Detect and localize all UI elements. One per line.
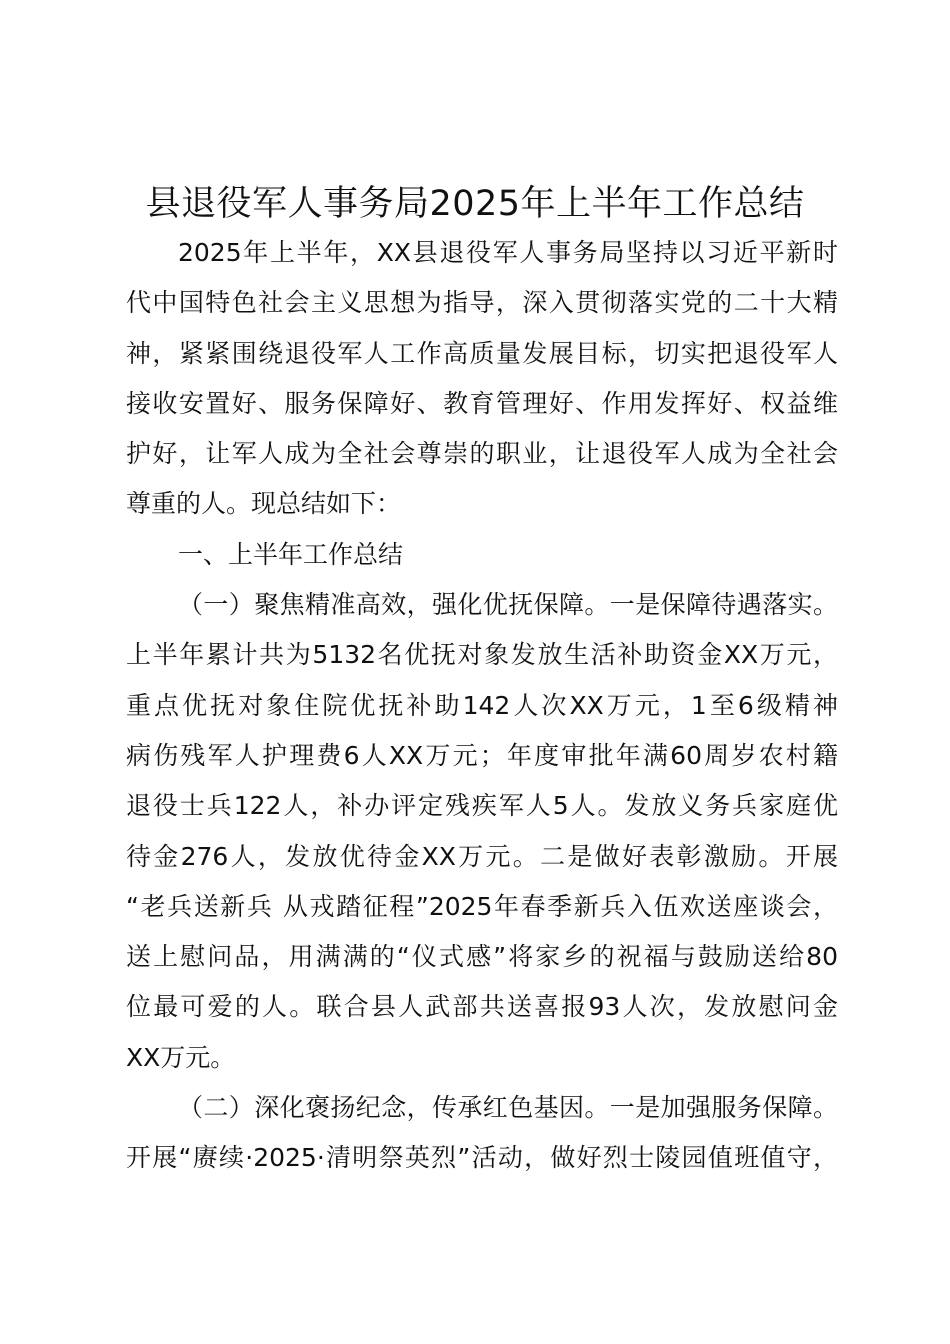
section-heading-1: 一、上半年工作总结 bbox=[178, 539, 404, 569]
paragraph-section1-line-4: 病伤残军人护理费6人XX万元；年度审批年满60周岁农村籍 bbox=[126, 740, 838, 770]
paragraph-section1-line-10: XX万元。 bbox=[126, 1042, 236, 1072]
paragraph-section1-line-8: 送上慰问品，用满满的“仪式感”将家乡的祝福与鼓励送给80 bbox=[126, 942, 838, 972]
document-title: 县退役军人事务局2025年上半年工作总结 bbox=[145, 184, 805, 224]
paragraph-section1-line-9: 位最可爱的人。联合县人武部共送喜报93人次，发放慰问金 bbox=[126, 992, 838, 1022]
paragraph-section1-line-2: 上半年累计共为5132名优抚对象发放生活补助资金XX万元， bbox=[126, 640, 838, 670]
paragraph-section1-line-7: “老兵送新兵 从戎踏征程”2025年春季新兵入伍欢送座谈会， bbox=[126, 891, 838, 921]
paragraph-section2-line-1: （二）深化褒扬纪念，传承红色基因。一是加强服务保障。 bbox=[178, 1093, 838, 1123]
paragraph-intro-line-5: 护好，让军人成为全社会尊崇的职业，让退役军人成为全社会 bbox=[126, 439, 838, 469]
paragraph-section1-line-3: 重点优抚对象住院优抚补助142人次XX万元，1至6级精神 bbox=[126, 690, 838, 720]
document-body bbox=[126, 228, 838, 1184]
paragraph-intro-line-4: 接收安置好、服务保障好、教育管理好、作用发挥好、权益维 bbox=[126, 388, 838, 418]
paragraph-section1-line-6: 待金276人，发放优待金XX万元。二是做好表彰激励。开展 bbox=[126, 841, 838, 871]
paragraph-intro-line-2: 代中国特色社会主义思想为指导，深入贯彻落实党的二十大精 bbox=[126, 288, 838, 318]
paragraph-intro-line-3: 神，紧紧围绕退役军人工作高质量发展目标，切实把退役军人 bbox=[126, 338, 838, 368]
paragraph-intro-line-6: 尊重的人。现总结如下： bbox=[126, 489, 402, 519]
paragraph-section1-line-1: （一）聚焦精准高效，强化优抚保障。一是保障待遇落实。 bbox=[178, 590, 838, 620]
paragraph-section1-line-5: 退役士兵122人，补办评定残疾军人5人。发放义务兵家庭优 bbox=[126, 791, 838, 821]
paragraph-intro-line-1: 2025年上半年，XX县退役军人事务局坚持以习近平新时 bbox=[178, 238, 838, 267]
paragraph-section2-line-2: 开展“赓续·2025·清明祭英烈”活动，做好烈士陵园值班值守， bbox=[126, 1143, 838, 1173]
